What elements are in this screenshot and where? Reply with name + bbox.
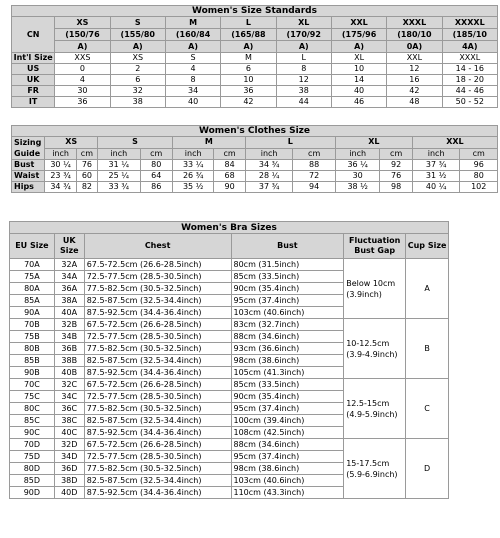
chest-cell: 67.5-72.5cm (26.6-28.5inch) [84, 319, 231, 331]
eu-size-cell: 75A [10, 271, 55, 283]
size-row [12, 86, 498, 97]
size-standards-table [11, 5, 498, 108]
eu-size-header: EU Size [10, 234, 55, 259]
chest-cell: 72.5-77.5cm (28.5-30.5inch) [84, 271, 231, 283]
cn-size-spec-end: A) [110, 41, 165, 53]
measurement-label: Waist [12, 171, 45, 182]
bust-cell: 108cm (42.5inch) [231, 427, 344, 439]
chest-cell: 82.5-87.5cm (32.5-34.4inch) [84, 415, 231, 427]
bust-cell: 83cm (32.7inch) [231, 319, 344, 331]
cup-size-cell: A [406, 259, 449, 319]
uk-size-cell: 34D [54, 451, 84, 463]
uk-size-cell: 34A [54, 271, 84, 283]
measurement-label: Bust [12, 160, 45, 171]
clothes-size-header: L [245, 137, 335, 149]
unit-cm-header: cm [214, 148, 245, 160]
size-cell: 4 [165, 64, 220, 75]
measurement-cell: 92 [380, 160, 412, 171]
size-cell: 6 [221, 64, 276, 75]
size-row-label: FR [12, 86, 55, 97]
uk-size-cell: 38A [54, 295, 84, 307]
bust-cell: 95cm (37.4inch) [231, 295, 344, 307]
bust-cell: 85cm (33.5inch) [231, 271, 344, 283]
eu-size-cell: 90C [10, 427, 55, 439]
clothes-row [12, 160, 498, 171]
uk-size-cell: 32D [54, 439, 84, 451]
chest-cell: 72.5-77.5cm (28.5-30.5inch) [84, 391, 231, 403]
measurement-cell: 28 ¼ [245, 171, 293, 182]
eu-size-cell: 70C [10, 379, 55, 391]
measurement-cell: 80 [140, 160, 172, 171]
chest-header: Chest [84, 234, 231, 259]
size-cell: 36 [221, 86, 276, 97]
eu-size-cell: 85D [10, 475, 55, 487]
bust-gap-line: 12.5-15cm [346, 398, 390, 408]
uk-size-cell: 40C [54, 427, 84, 439]
cn-size-spec: (155/80 [110, 29, 165, 41]
size-cell: 30 [55, 86, 110, 97]
bust-cell: 110cm (43.3inch) [231, 487, 344, 499]
eu-size-cell: 85C [10, 415, 55, 427]
measurement-cell: 35 ½ [172, 182, 214, 193]
bust-cell: 85cm (33.5inch) [231, 379, 344, 391]
unit-cm-header: cm [293, 148, 336, 160]
size-cell: 46 [331, 97, 386, 108]
bra-row [10, 439, 449, 451]
measurement-cell: 25 ¼ [98, 171, 141, 182]
eu-size-cell: 85A [10, 295, 55, 307]
size-cell: 8 [276, 64, 331, 75]
measurement-cell: 23 ¾ [45, 171, 76, 182]
clothes-size-header: XS [45, 137, 98, 149]
unit-inch-header: inch [245, 148, 293, 160]
bust-cell: 80cm (31.5inch) [231, 259, 344, 271]
bust-cell: 103cm (40.6inch) [231, 475, 344, 487]
chest-cell: 67.5-72.5cm (26.6-28.5inch) [84, 439, 231, 451]
measurement-cell: 37 ¾ [412, 160, 460, 171]
size-cell: XL [331, 53, 386, 64]
measurement-cell: 26 ¾ [172, 171, 214, 182]
uk-size-cell: 32B [54, 319, 84, 331]
bust-cell: 103cm (40.6inch) [231, 307, 344, 319]
measurement-cell: 37 ¾ [245, 182, 293, 193]
size-row [12, 97, 498, 108]
size-cell: 8 [165, 75, 220, 86]
uk-size-cell: 36A [54, 283, 84, 295]
size-cell: XXL [387, 53, 442, 64]
bust-gap-line: 10-12.5cm [346, 338, 390, 348]
uk-size-cell: 38B [54, 355, 84, 367]
size-cell: 40 [165, 97, 220, 108]
bust-cell: 95cm (37.4inch) [231, 451, 344, 463]
bust-cell: 98cm (38.6inch) [231, 463, 344, 475]
unit-cm-header: cm [380, 148, 412, 160]
chest-cell: 72.5-77.5cm (28.5-30.5inch) [84, 451, 231, 463]
size-cell: 36 [55, 97, 110, 108]
measurement-cell: 72 [293, 171, 336, 182]
cn-size-spec-end: A) [221, 41, 276, 53]
measurement-cell: 88 [293, 160, 336, 171]
uk-size-cell: 38D [54, 475, 84, 487]
eu-size-cell: 75B [10, 331, 55, 343]
cn-size-spec: (175/96 [331, 29, 386, 41]
bust-cell: 88cm (34.6inch) [231, 331, 344, 343]
measurement-cell: 36 ¼ [335, 160, 380, 171]
clothes-size-header: M [172, 137, 245, 149]
size-cell: 44 [276, 97, 331, 108]
measurement-cell: 98 [380, 182, 412, 193]
size-cell: 12 [276, 75, 331, 86]
cn-size-header: XXXL [387, 17, 442, 29]
uk-size-header: UK Size [54, 234, 84, 259]
uk-size-cell: 40B [54, 367, 84, 379]
bra-row [10, 379, 449, 391]
size-cell: 38 [276, 86, 331, 97]
chest-cell: 77.5-82.5cm (30.5-32.5inch) [84, 463, 231, 475]
size-cell: 10 [331, 64, 386, 75]
cn-size-spec: (180/10 [387, 29, 442, 41]
measurement-cell: 94 [293, 182, 336, 193]
bra-row [10, 319, 449, 331]
measurement-cell: 38 ½ [335, 182, 380, 193]
size-cell: 40 [331, 86, 386, 97]
size-cell: L [276, 53, 331, 64]
size-cell: 16 [387, 75, 442, 86]
bust-cell: 105cm (41.3inch) [231, 367, 344, 379]
chest-cell: 82.5-87.5cm (32.5-34.4inch) [84, 475, 231, 487]
bust-gap-cell [344, 319, 406, 379]
cn-size-header: S [110, 17, 165, 29]
uk-size-cell: 34C [54, 391, 84, 403]
size-cell: XXXL [442, 53, 497, 64]
uk-size-cell: 34B [54, 331, 84, 343]
measurement-cell: 30 ¼ [45, 160, 76, 171]
cn-size-spec-end: 0A) [387, 41, 442, 53]
bust-gap-line: Below 10cm [346, 278, 396, 288]
measurement-cell: 33 ¼ [172, 160, 214, 171]
unit-inch-header: inch [45, 148, 76, 160]
size-cell: M [221, 53, 276, 64]
size-cell: 6 [110, 75, 165, 86]
cn-size-spec-end: A) [55, 41, 110, 53]
chest-cell: 77.5-82.5cm (30.5-32.5inch) [84, 343, 231, 355]
bust-cell: 90cm (35.4inch) [231, 391, 344, 403]
bust-gap-line: (5.9-6.9inch) [346, 469, 398, 479]
size-cell: 44 - 46 [442, 86, 497, 97]
cn-size-spec: (150/76 [55, 29, 110, 41]
eu-size-cell: 70D [10, 439, 55, 451]
size-cell: 32 [110, 86, 165, 97]
uk-size-cell: 40A [54, 307, 84, 319]
cn-size-header: M [165, 17, 220, 29]
size-cell: 14 [331, 75, 386, 86]
clothes-size-table [11, 125, 498, 193]
size-cell: 50 - 52 [442, 97, 497, 108]
chest-cell: 77.5-82.5cm (30.5-32.5inch) [84, 283, 231, 295]
size-row-label: US [12, 64, 55, 75]
measurement-cell: 102 [460, 182, 498, 193]
measurement-cell: 60 [76, 171, 97, 182]
size-row [12, 53, 498, 64]
chest-cell: 82.5-87.5cm (32.5-34.4inch) [84, 355, 231, 367]
cn-size-spec: (165/88 [221, 29, 276, 41]
size-cell: 42 [221, 97, 276, 108]
uk-size-cell: 32A [54, 259, 84, 271]
measurement-cell: 31 ½ [412, 171, 460, 182]
cn-size-spec: (160/84 [165, 29, 220, 41]
measurement-cell: 76 [76, 160, 97, 171]
bust-gap-cell [344, 259, 406, 319]
measurement-label: Hips [12, 182, 45, 193]
chest-cell: 87.5-92.5cm (34.4-36.4inch) [84, 427, 231, 439]
measurement-cell: 40 ¼ [412, 182, 460, 193]
clothes-row [12, 171, 498, 182]
eu-size-cell: 80C [10, 403, 55, 415]
unit-inch-header: inch [412, 148, 460, 160]
size-cell: 0 [55, 64, 110, 75]
cn-size-spec-end: 4A) [442, 41, 497, 53]
bust-cell: 88cm (34.6inch) [231, 439, 344, 451]
clothes-row [12, 182, 498, 193]
size-cell: 48 [387, 97, 442, 108]
cn-size-header: XS [55, 17, 110, 29]
size-cell: 18 - 20 [442, 75, 497, 86]
size-row [12, 64, 498, 75]
cup-size-cell: D [406, 439, 449, 499]
uk-size-cell: 36D [54, 463, 84, 475]
eu-size-cell: 75D [10, 451, 55, 463]
bra-sizes-table [9, 221, 449, 499]
measurement-cell: 33 ¾ [98, 182, 141, 193]
bust-cell: 98cm (38.6inch) [231, 355, 344, 367]
uk-size-cell: 36C [54, 403, 84, 415]
uk-size-cell: 36B [54, 343, 84, 355]
uk-size-cell: 38C [54, 415, 84, 427]
cn-size-spec: (170/92 [276, 29, 331, 41]
measurement-cell: 76 [380, 171, 412, 182]
measurement-cell: 82 [76, 182, 97, 193]
size-cell: 14 - 16 [442, 64, 497, 75]
uk-size-cell: 40D [54, 487, 84, 499]
eu-size-cell: 70A [10, 259, 55, 271]
bust-gap-line: 15-17.5cm [346, 458, 390, 468]
size-row [12, 75, 498, 86]
size-row-label: Int'l Size [12, 53, 55, 64]
unit-inch-header: inch [172, 148, 214, 160]
chest-cell: 82.5-87.5cm (32.5-34.4inch) [84, 295, 231, 307]
unit-inch-header: inch [335, 148, 380, 160]
bust-cell: 95cm (37.4inch) [231, 403, 344, 415]
uk-size-cell: 32C [54, 379, 84, 391]
chest-cell: 87.5-92.5cm (34.4-36.4inch) [84, 307, 231, 319]
clothes-size-header: XL [335, 137, 412, 149]
bra-row [10, 259, 449, 271]
size-cell: XXS [55, 53, 110, 64]
bust-gap-cell [344, 379, 406, 439]
cup-size-header: Cup Size [406, 234, 449, 259]
bust-gap-line: (3.9inch) [346, 289, 382, 299]
measurement-cell: 64 [140, 171, 172, 182]
size-cell: 34 [165, 86, 220, 97]
chest-cell: 77.5-82.5cm (30.5-32.5inch) [84, 403, 231, 415]
chest-cell: 67.5-72.5cm (26.6-28.5inch) [84, 259, 231, 271]
cn-size-spec-end: A) [276, 41, 331, 53]
cn-size-header: L [221, 17, 276, 29]
clothes-size-title: Women's Clothes Size [12, 126, 498, 137]
bust-header: Bust [231, 234, 344, 259]
sizing-guide-label: Sizing Guide [12, 137, 45, 160]
size-cell: XS [110, 53, 165, 64]
measurement-cell: 86 [140, 182, 172, 193]
size-row-label: IT [12, 97, 55, 108]
eu-size-cell: 90D [10, 487, 55, 499]
cn-size-spec-end: A) [331, 41, 386, 53]
clothes-size-header: S [98, 137, 173, 149]
cup-size-cell: C [406, 379, 449, 439]
chest-cell: 72.5-77.5cm (28.5-30.5inch) [84, 331, 231, 343]
bust-gap-header: Fluctuation Bust Gap [344, 234, 406, 259]
unit-cm-header: cm [140, 148, 172, 160]
chest-cell: 87.5-92.5cm (34.4-36.4inch) [84, 487, 231, 499]
bust-cell: 90cm (35.4inch) [231, 283, 344, 295]
measurement-cell: 84 [214, 160, 245, 171]
bust-cell: 100cm (39.4inch) [231, 415, 344, 427]
size-cell: S [165, 53, 220, 64]
measurement-cell: 34 ¾ [45, 182, 76, 193]
bust-gap-line: (4.9-5.9inch) [346, 409, 398, 419]
eu-size-cell: 85B [10, 355, 55, 367]
measurement-cell: 31 ¼ [98, 160, 141, 171]
eu-size-cell: 80A [10, 283, 55, 295]
measurement-cell: 96 [460, 160, 498, 171]
unit-inch-header: inch [98, 148, 141, 160]
eu-size-cell: 90A [10, 307, 55, 319]
cn-label: CN [12, 17, 55, 53]
eu-size-cell: 80B [10, 343, 55, 355]
size-cell: 4 [55, 75, 110, 86]
cn-size-spec: (185/10 [442, 29, 497, 41]
cn-size-header: XXL [331, 17, 386, 29]
measurement-cell: 68 [214, 171, 245, 182]
cn-size-header: XXXXL [442, 17, 497, 29]
unit-cm-header: cm [460, 148, 498, 160]
size-cell: 10 [221, 75, 276, 86]
size-cell: 38 [110, 97, 165, 108]
bust-cell: 93cm (36.6inch) [231, 343, 344, 355]
measurement-cell: 30 [335, 171, 380, 182]
cup-size-cell: B [406, 319, 449, 379]
size-row-label: UK [12, 75, 55, 86]
cn-size-header: XL [276, 17, 331, 29]
unit-cm-header: cm [76, 148, 97, 160]
eu-size-cell: 80D [10, 463, 55, 475]
bust-gap-cell [344, 439, 406, 499]
eu-size-cell: 75C [10, 391, 55, 403]
size-standards-title: Women's Size Standards [12, 6, 498, 17]
eu-size-cell: 90B [10, 367, 55, 379]
chest-cell: 87.5-92.5cm (34.4-36.4inch) [84, 367, 231, 379]
measurement-cell: 80 [460, 171, 498, 182]
eu-size-cell: 70B [10, 319, 55, 331]
cn-size-spec-end: A) [165, 41, 220, 53]
size-cell: 2 [110, 64, 165, 75]
measurement-cell: 34 ¾ [245, 160, 293, 171]
chest-cell: 67.5-72.5cm (26.6-28.5inch) [84, 379, 231, 391]
bra-sizes-title: Women's Bra Sizes [10, 222, 449, 234]
size-cell: 42 [387, 86, 442, 97]
clothes-size-header: XXL [412, 137, 497, 149]
measurement-cell: 90 [214, 182, 245, 193]
bust-gap-line: (3.9-4.9inch) [346, 349, 398, 359]
size-cell: 12 [387, 64, 442, 75]
